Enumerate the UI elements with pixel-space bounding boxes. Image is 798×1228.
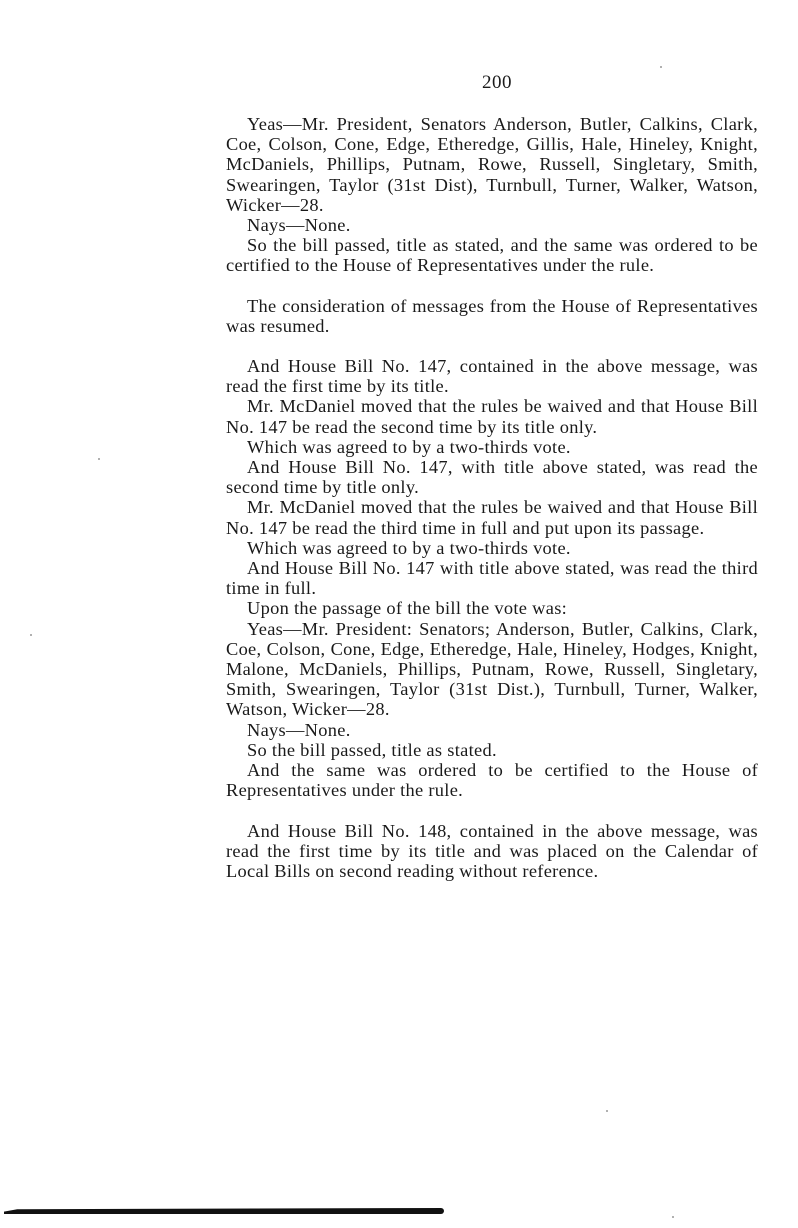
scan-speck [660,66,662,68]
section-gap [226,276,758,296]
page-body [226,114,758,881]
paragraph-certified-house: And the same was ordered to be certified to the House of Representatives under the rule. [226,760,758,801]
paragraph-motion-third-reading: Mr. McDaniel moved that the rules be waived and that House Bill No. 147 be read the third time in full and put upon its passage. [226,497,758,538]
paragraph-hb148-first-reading: And House Bill No. 148, contained in the above message, was read the first time by its title and was placed on the Calendar of Local Bills on second reading without reference. [226,820,758,881]
paragraph-hb147-third-reading: And House Bill No. 147 with title above stated, was read the third time in full. [226,558,758,599]
section-gap [226,801,758,821]
scan-speck [30,634,32,636]
paragraph-hb147-second-reading: And House Bill No. 147, with title above stated, was read the second time by title only. [226,457,758,498]
paragraph-messages-resumed: The consideration of messages from the House of Representatives was resumed. [226,295,758,336]
paragraph-yeas-first-vote: Yeas—Mr. President, Senators Anderson, Butler, Calkins, Clark, Coe, Colson, Cone, Edge, Etheredge, Gillis, Hale, Hineley, Knight, McDaniels, Phillips, Putnam, Rowe, Russell, Singletary, Smith, Swearingen, Taylor (31st Dist), Turnbull, Turner, Walker, Watson, Wicker—28. [226,114,758,215]
paragraph-yeas-second-vote: Yeas—Mr. President: Senators; Anderson, Butler, Calkins, Clark, Coe, Colson, Cone, Edge, Etheredge, Hale, Hineley, Hodges, Knight, Malone, McDaniels, Phillips, Putnam, Rowe, Russell, Singletary, Smith, Swearingen, Taylor (31st Dist.), Turnbull, Turner, Walker, Watson, Wicker—28. [226,618,758,720]
paragraph-agreed-two-thirds-second: Which was agreed to by a two-thirds vote. [247,537,571,558]
scan-speck [606,1110,608,1112]
scan-speck [672,1216,674,1218]
bottom-rule [4,1208,444,1214]
paragraph-bill-passed: So the bill passed, title as stated. [247,739,497,760]
paragraph-nays-first-vote: Nays—None. [247,215,351,236]
paragraph-vote-intro: Upon the passage of the bill the vote was: [247,598,568,619]
paragraph-hb147-first-reading: And House Bill No. 147, contained in the above message, was read the first time by its title. [226,356,758,397]
paragraph-bill-passed-certified: So the bill passed, title as stated, and the same was ordered to be certified to the House of Representatives under the rule. [226,235,758,276]
section-gap [226,336,758,356]
paragraph-agreed-two-thirds: Which was agreed to by a two-thirds vote. [247,436,571,457]
page-number: 200 [482,72,512,93]
paragraph-motion-second-reading: Mr. McDaniel moved that the rules be waived and that House Bill No. 147 be read the second time by its title only. [226,396,758,437]
scan-speck [98,458,100,460]
paragraph-nays-second-vote: Nays—None. [247,719,351,740]
